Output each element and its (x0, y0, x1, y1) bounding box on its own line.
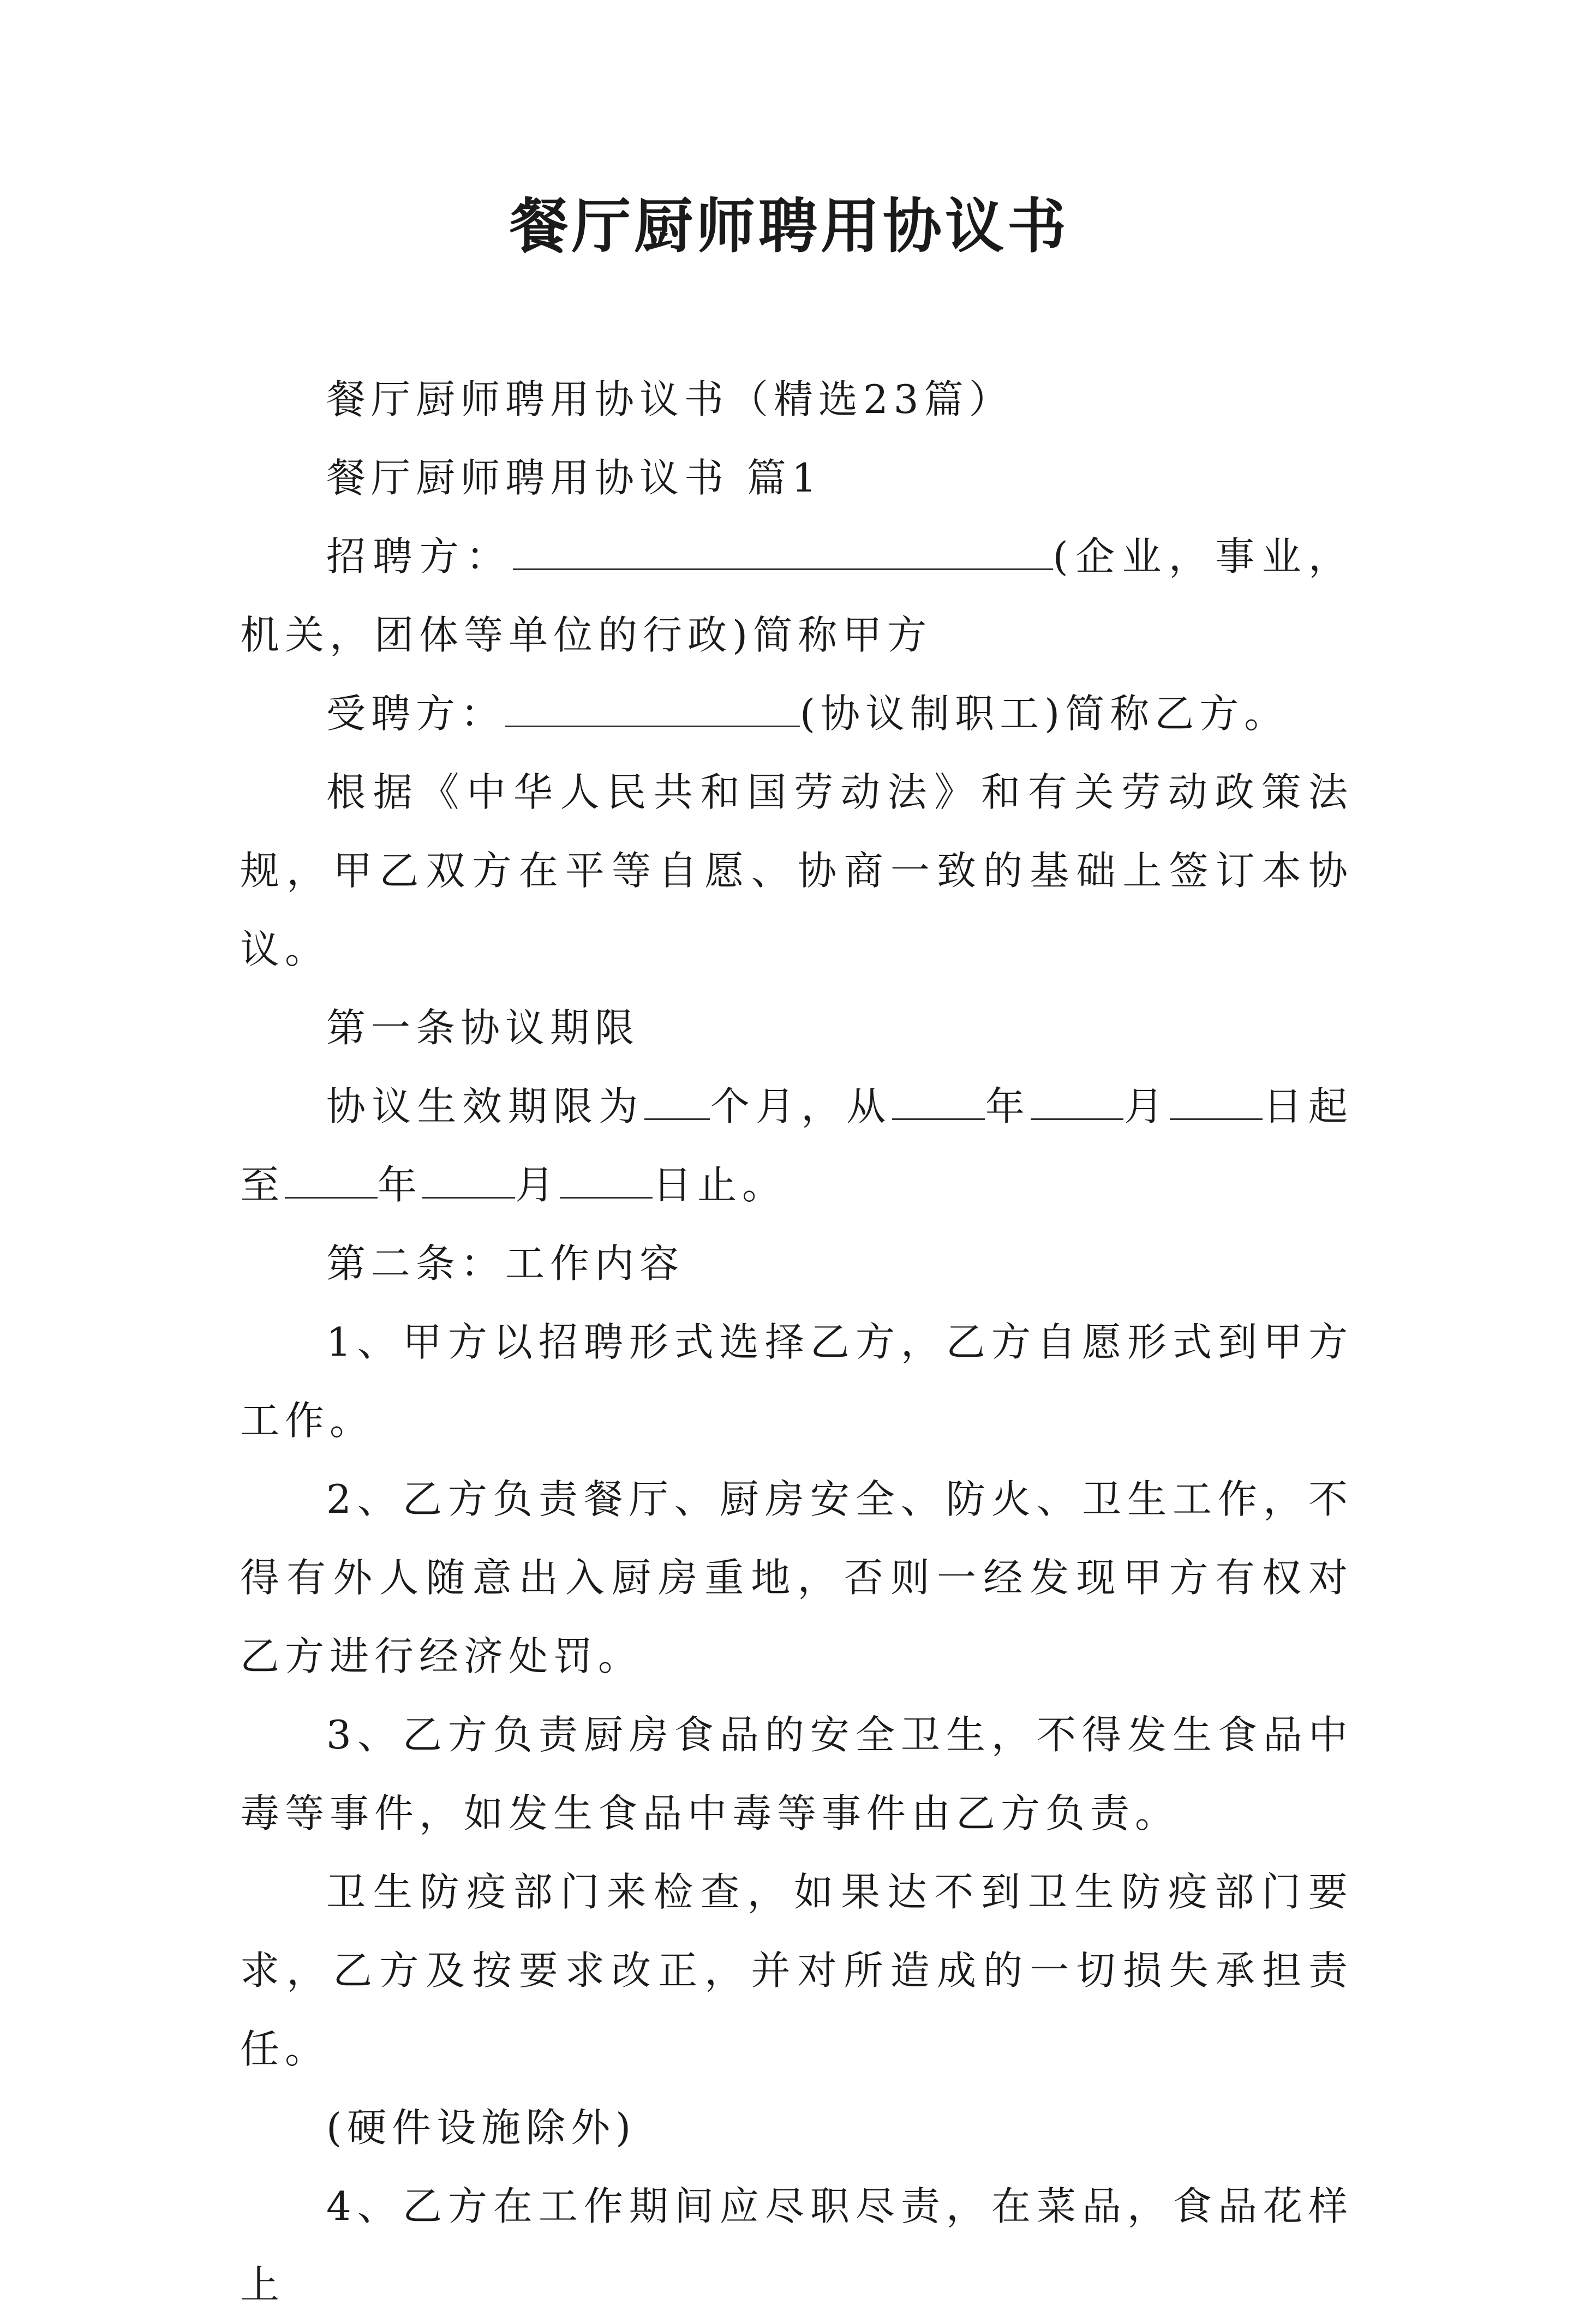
employee-line (240, 674, 1353, 753)
document-body (240, 360, 1353, 2324)
preamble: 根据《中华人民共和国劳动法》和有关劳动政策法规，甲乙双方在平等自愿、协商一致的基础上签订本协议。 (240, 769, 1353, 972)
article1-heading: 第一条协议期限 (326, 1005, 640, 1051)
start-month-label: 月 (1123, 1083, 1170, 1129)
start-day-label: 日起至 (240, 1083, 1353, 1208)
article2-heading: 第二条：工作内容 (326, 1241, 685, 1286)
start-year-blank (892, 1083, 985, 1120)
start-month-blank (1031, 1083, 1123, 1120)
end-day-blank (560, 1161, 653, 1199)
term-text-b: 个月，从 (709, 1083, 892, 1129)
employee-blank (505, 690, 800, 727)
end-year-label: 年 (378, 1162, 423, 1208)
article1-text (240, 1067, 1353, 1224)
employer-suffix: (企业，事业，机关，团体等单位的行政)简称甲方 (240, 534, 1353, 658)
employer-label: 招聘方： (326, 534, 513, 579)
document-title: 餐厅厨师聘用协议书 (509, 192, 1069, 261)
end-month-label: 月 (515, 1162, 560, 1208)
start-day-blank (1170, 1083, 1263, 1120)
months-blank (644, 1083, 710, 1120)
article2-item1: 1、甲方以招聘形式选择乙方，乙方自愿形式到甲方工作。 (240, 1319, 1353, 1443)
employer-line (240, 517, 1353, 674)
section-heading: 餐厅厨师聘用协议书 篇1 (326, 455, 822, 501)
term-text-a: 协议生效期限为 (326, 1083, 644, 1129)
article2-item2: 2、乙方负责餐厅、厨房安全、防火、卫生工作，不得有外人随意出入厨房重地，否则一经发现甲方有权对乙方进行经济处罚。 (240, 1476, 1353, 1679)
article2-item3b: 卫生防疫部门来检查，如果达不到卫生防疫部门要求，乙方及按要求改正，并对所造成的一切损失承担责任。 (240, 1869, 1353, 2072)
employer-blank (513, 533, 1053, 570)
employee-suffix: (协议制职工)简称乙方。 (800, 691, 1289, 736)
employee-label: 受聘方： (326, 691, 506, 736)
end-day-label: 日止。 (653, 1162, 787, 1208)
article2-item3: 3、乙方负责厨房食品的安全卫生，不得发生食品中毒等事件，如发生食品中毒等事件由乙方负责。 (240, 1712, 1353, 1836)
end-month-blank (422, 1161, 515, 1199)
start-year-label: 年 (984, 1083, 1031, 1129)
subtitle: 餐厅厨师聘用协议书（精选23篇） (326, 376, 1014, 422)
article2-item4: 4、乙方在工作期间应尽职尽责，在菜品，食品花样上 (240, 2183, 1353, 2308)
article2-item3c: (硬件设施除外) (326, 2105, 637, 2151)
end-year-blank (285, 1161, 378, 1199)
